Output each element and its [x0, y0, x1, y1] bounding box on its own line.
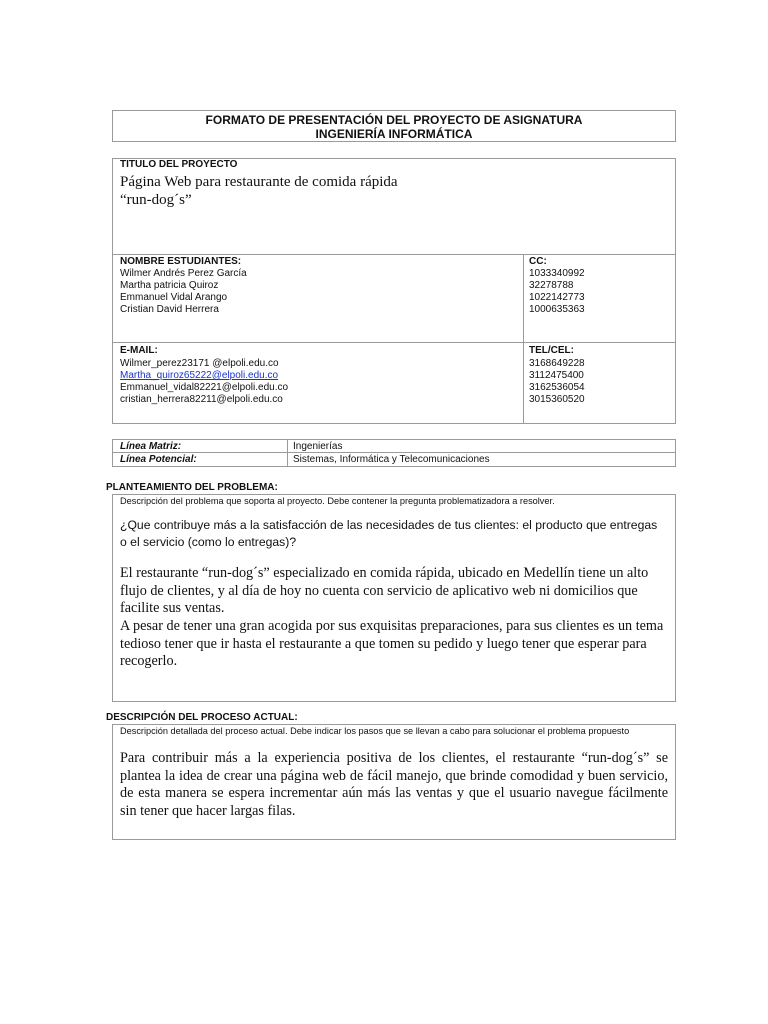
column-divider	[523, 255, 524, 423]
tel-label: TEL/CEL:	[529, 345, 574, 356]
tel-value: 3015360520	[529, 394, 585, 405]
planteamiento-title: PLANTEAMIENTO DEL PROBLEMA:	[106, 482, 278, 493]
linea-potencial-label: Línea Potencial:	[120, 454, 197, 465]
tel-value: 3162536054	[529, 382, 585, 393]
form-header	[112, 110, 676, 142]
student-name: Emmanuel Vidal Arango	[120, 292, 228, 303]
student-name: Cristian David Herrera	[120, 304, 219, 315]
problem-question: ¿Que contribuye más a la satisfacción de las necesidades de tus clientes: el producto que entregas o el servicio (como lo entregas)?	[120, 518, 658, 549]
students-contact-grid	[112, 254, 676, 424]
proceso-paragraph: Para contribuir más a la experiencia positiva de los clientes, el restaurante “run-dog´s” se plantea la idea de crear una página web de fácil manejo, que brinde comodidad y buen servicio, de esta manera se espera incrementar aún más las ventas y que el usuario navegue fácilmente sin tener que hacer largas filas.	[120, 750, 668, 819]
planteamiento-box	[112, 494, 676, 702]
row-divider	[113, 342, 675, 343]
students-label: NOMBRE ESTUDIANTES:	[120, 256, 242, 267]
column-divider	[287, 440, 288, 466]
project-title-block	[112, 158, 676, 255]
tel-value: 3168649228	[529, 358, 585, 369]
form-subtitle: INGENIERÍA INFORMÁTICA	[315, 127, 473, 141]
planteamiento-description: Descripción del problema que soporta al proyecto. Debe contener la pregunta problematizadora a resolver.	[120, 496, 555, 506]
email-value: Wilmer_perez23171 @elpoli.edu.co	[120, 358, 279, 369]
form-title: FORMATO DE PRESENTACIÓN DEL PROYECTO DE ASIGNATURA	[205, 113, 583, 127]
linea-potencial-value: Sistemas, Informática y Telecomunicaciones	[293, 454, 490, 465]
proceso-description: Descripción detallada del proceso actual. Debe indicar los pasos que se llevan a cabo para solucionar el problema propuesto	[120, 726, 630, 736]
cc-label: CC:	[529, 256, 547, 267]
student-name: Martha patricia Quiroz	[120, 280, 219, 291]
email-label: E-MAIL:	[120, 345, 158, 356]
linea-matriz-label: Línea Matriz:	[120, 441, 182, 452]
project-title-line1: Página Web para restaurante de comida rápida	[120, 174, 398, 190]
cc-value: 32278788	[529, 280, 574, 291]
cc-value: 1033340992	[529, 268, 585, 279]
problem-paragraph: El restaurante “run-dog´s” especializado en comida rápida, ubicado en Medellín tiene un alto flujo de clientes, y al día de hoy no cuenta con servicio de aplicativo web ni domicilios que facilite sus ventas.	[120, 565, 649, 617]
tel-value: 3112475400	[529, 370, 584, 381]
email-value: Emmanuel_vidal82221@elpoli.edu.co	[120, 382, 289, 393]
project-title-line2: “run-dog´s”	[120, 192, 192, 208]
project-title-label: TITULO DEL PROYECTO	[120, 159, 238, 170]
email-link[interactable]: Martha_quiroz65222@elpoli.edu.co	[120, 370, 279, 381]
email-value: cristian_herrera82211@elpoli.edu.co	[120, 394, 283, 405]
student-name: Wilmer Andrés Perez García	[120, 268, 247, 279]
cc-value: 1000635363	[529, 304, 585, 315]
cc-value: 1022142773	[529, 292, 585, 303]
proceso-title: DESCRIPCIÓN DEL PROCESO ACTUAL:	[106, 712, 298, 723]
problem-paragraph: A pesar de tener una gran acogida por sus exquisitas preparaciones, para sus clientes es un tema tedioso tener que ir hasta el restaurante a que tomen su pedido y luego tener que esperar para recogerlo.	[120, 618, 664, 670]
linea-matriz-value: Ingenierías	[293, 441, 343, 452]
row-divider	[113, 452, 675, 453]
lineas-table	[112, 439, 676, 467]
proceso-box	[112, 724, 676, 840]
